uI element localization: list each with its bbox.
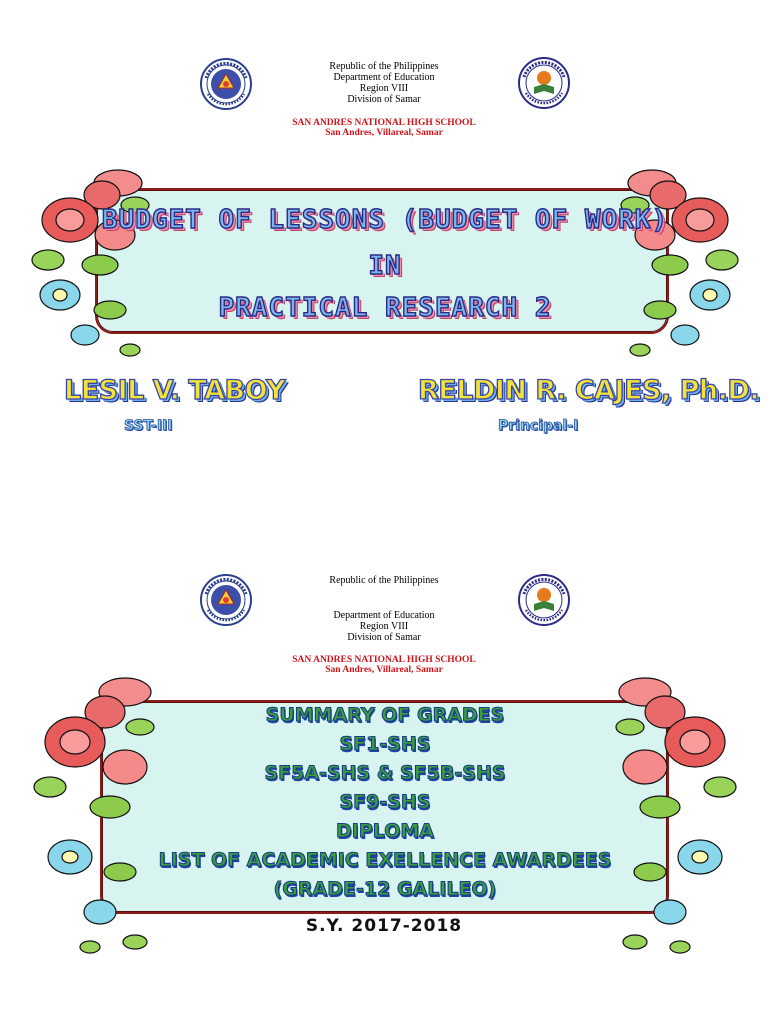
banner-title-line: DIPLOMA (336, 820, 434, 842)
government-header-line1: Republic of the Philippines (329, 575, 439, 586)
banner-title-line: SF9-SHS (339, 791, 431, 813)
signatory-right-role: Principal-I (498, 418, 579, 434)
header-line: Region VIII (359, 621, 409, 632)
banner-title-line: PRACTICAL RESEARCH 2 (218, 293, 552, 323)
banner-title-line: SUMMARY OF GRADES (265, 704, 505, 726)
school-name: SAN ANDRES NATIONAL HIGH SCHOOL (292, 655, 476, 665)
banner-title-line: LIST OF ACADEMIC EXELLENCE AWARDEES (158, 849, 612, 871)
header-line: Region VIII (359, 83, 409, 94)
header-line: Division of Samar (347, 632, 421, 643)
cover-page-summary-of-grades (0, 512, 768, 1024)
header-line: Division of Samar (347, 94, 421, 105)
header-line: Republic of the Philippines (329, 61, 439, 72)
school-name: SAN ANDRES NATIONAL HIGH SCHOOL (292, 118, 476, 128)
banner-title-line: SF1-SHS (339, 733, 431, 755)
signatory-left-role: SST-III (124, 418, 173, 434)
header-line: Department of Education (333, 610, 435, 621)
school-year: S.Y. 2017-2018 (305, 916, 463, 936)
banner-title-line: (GRADE-12 GALILEO) (273, 878, 497, 900)
banner-title-line: BUDGET OF LESSONS (BUDGET OF WORK) (101, 205, 669, 235)
title-banner (30, 165, 740, 365)
signatory-left-name: LESIL V. TABOY (64, 375, 286, 406)
header-line: Department of Education (333, 72, 435, 83)
school-address: San Andres, Villareal, Samar (325, 665, 443, 675)
government-header (0, 610, 768, 643)
banner-title-line: IN (368, 251, 402, 281)
school-block (0, 118, 768, 138)
banner-title-line: SF5A-SHS & SF5B-SHS (264, 762, 506, 784)
government-header (0, 61, 768, 105)
school-address: San Andres, Villareal, Samar (325, 128, 443, 138)
signatory-right-name: RELDIN R. CAJES, Ph.D. (418, 375, 760, 406)
